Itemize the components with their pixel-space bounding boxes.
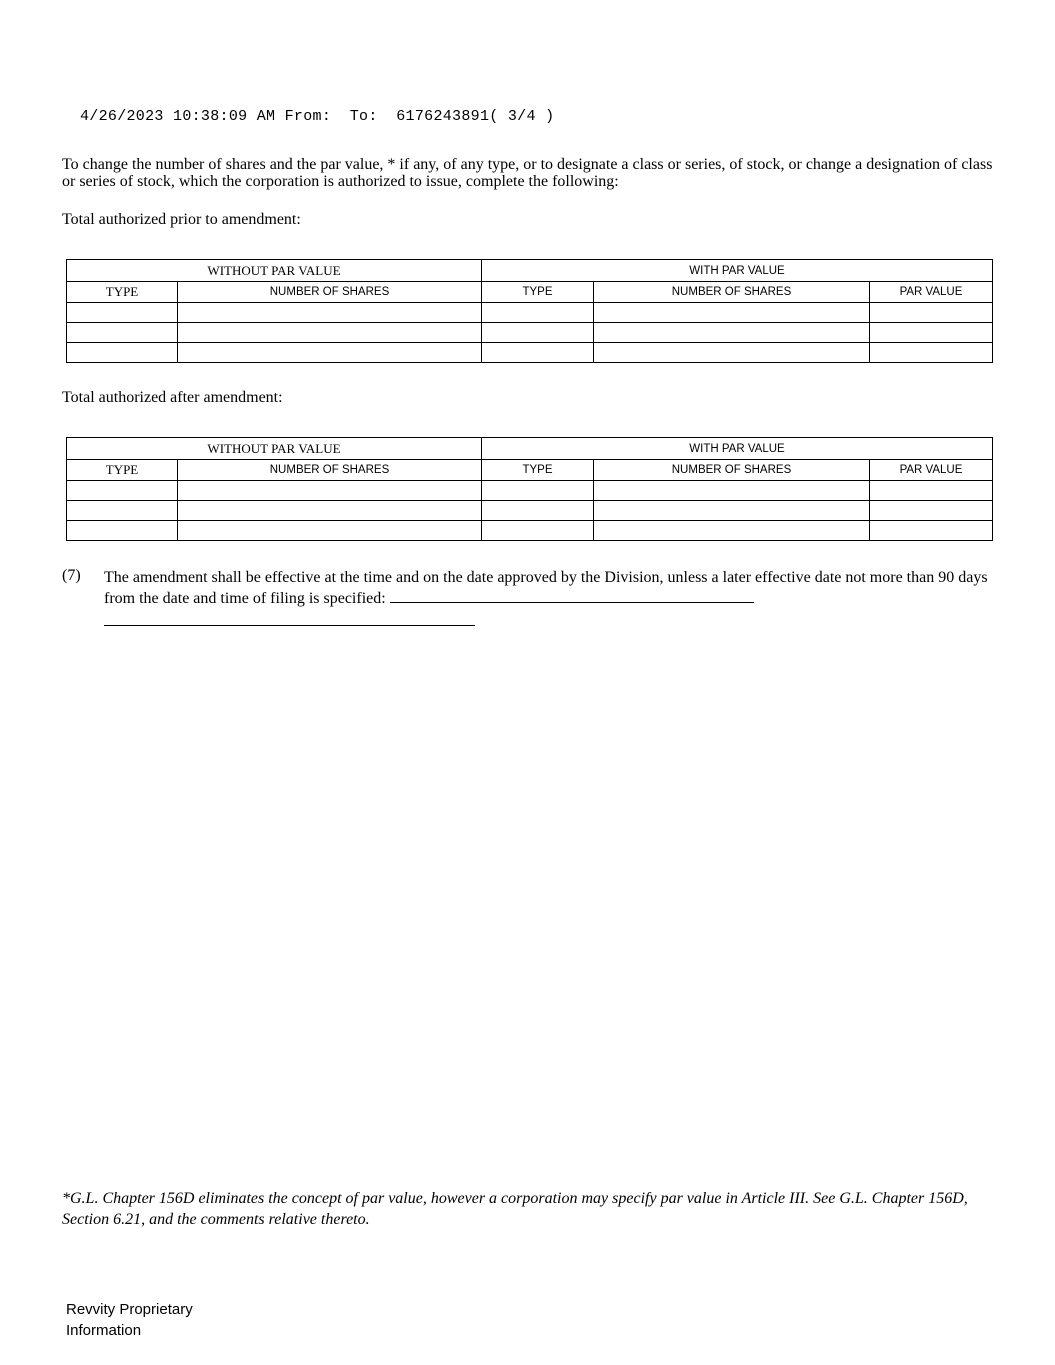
fax-header: 4/26/2023 10:38:09 AM From: To: 6176243891( 3/4 ) bbox=[80, 108, 555, 125]
effective-date-field[interactable] bbox=[390, 588, 754, 603]
cell-type[interactable] bbox=[67, 481, 178, 501]
col-type: TYPE bbox=[67, 460, 178, 481]
cell-shares[interactable] bbox=[178, 343, 482, 363]
table-row bbox=[67, 481, 993, 501]
table-row bbox=[67, 343, 993, 363]
prior-shares-table bbox=[66, 259, 993, 363]
cell-type[interactable] bbox=[67, 501, 178, 521]
cell-shares[interactable] bbox=[594, 521, 870, 541]
cell-type[interactable] bbox=[482, 323, 594, 343]
cell-type[interactable] bbox=[482, 303, 594, 323]
cell-shares[interactable] bbox=[594, 303, 870, 323]
table-row bbox=[67, 521, 993, 541]
cell-shares[interactable] bbox=[178, 303, 482, 323]
intro-text: To change the number of shares and the par value, * if any, of any type, or to designate a class or series, of stock, or change a designation of class or series of stock, which the corporation is authorized to issue, complete the following: bbox=[62, 156, 993, 190]
cell-par-value[interactable] bbox=[870, 303, 993, 323]
cell-type[interactable] bbox=[67, 323, 178, 343]
col-type: TYPE bbox=[482, 460, 594, 481]
proprietary-line-2: Information bbox=[66, 1322, 142, 1339]
table-row bbox=[67, 501, 993, 521]
with-par-header: WITH PAR VALUE bbox=[482, 438, 993, 460]
proprietary-notice bbox=[66, 1299, 193, 1341]
col-par-value: PAR VALUE bbox=[870, 282, 993, 303]
effective-date-field-continued[interactable] bbox=[104, 625, 475, 626]
col-number-of-shares: NUMBER OF SHARES bbox=[178, 460, 482, 481]
cell-par-value[interactable] bbox=[870, 323, 993, 343]
cell-type[interactable] bbox=[482, 501, 594, 521]
cell-type[interactable] bbox=[67, 521, 178, 541]
col-number-of-shares: NUMBER OF SHARES bbox=[178, 282, 482, 303]
cell-type[interactable] bbox=[67, 303, 178, 323]
cell-shares[interactable] bbox=[594, 323, 870, 343]
without-par-header: WITHOUT PAR VALUE bbox=[67, 260, 482, 282]
col-type: TYPE bbox=[67, 282, 178, 303]
after-section-label: Total authorized after amendment: bbox=[62, 389, 283, 406]
col-number-of-shares: NUMBER OF SHARES bbox=[594, 282, 870, 303]
without-par-header: WITHOUT PAR VALUE bbox=[67, 438, 482, 460]
cell-shares[interactable] bbox=[178, 501, 482, 521]
cell-shares[interactable] bbox=[178, 481, 482, 501]
cell-par-value[interactable] bbox=[870, 521, 993, 541]
with-par-header: WITH PAR VALUE bbox=[482, 260, 993, 282]
cell-shares[interactable] bbox=[178, 323, 482, 343]
cell-type[interactable] bbox=[67, 343, 178, 363]
cell-shares[interactable] bbox=[594, 481, 870, 501]
cell-type[interactable] bbox=[482, 481, 594, 501]
col-number-of-shares: NUMBER OF SHARES bbox=[594, 460, 870, 481]
cell-shares[interactable] bbox=[178, 521, 482, 541]
after-shares-table bbox=[66, 437, 993, 541]
cell-type[interactable] bbox=[482, 521, 594, 541]
col-par-value: PAR VALUE bbox=[870, 460, 993, 481]
cell-shares[interactable] bbox=[594, 501, 870, 521]
proprietary-line-1: Revvity Proprietary bbox=[66, 1301, 193, 1318]
col-type: TYPE bbox=[482, 282, 594, 303]
item-7-text: The amendment shall be effective at the time and on the date approved by the Division, unless a later effective date not more than 90 days from the date and time of filing is specified: bbox=[104, 569, 988, 607]
prior-section-label: Total authorized prior to amendment: bbox=[62, 211, 301, 228]
table-row bbox=[67, 323, 993, 343]
cell-par-value[interactable] bbox=[870, 481, 993, 501]
par-value-footnote: *G.L. Chapter 156D eliminates the concept of par value, however a corporation may specify par value in Article III. See G.L. Chapter 156D, Section 6.21, and the comments relative thereto. bbox=[62, 1190, 968, 1228]
cell-par-value[interactable] bbox=[870, 501, 993, 521]
table-row bbox=[67, 303, 993, 323]
cell-shares[interactable] bbox=[594, 343, 870, 363]
cell-type[interactable] bbox=[482, 343, 594, 363]
item-number: (7) bbox=[62, 567, 81, 584]
cell-par-value[interactable] bbox=[870, 343, 993, 363]
